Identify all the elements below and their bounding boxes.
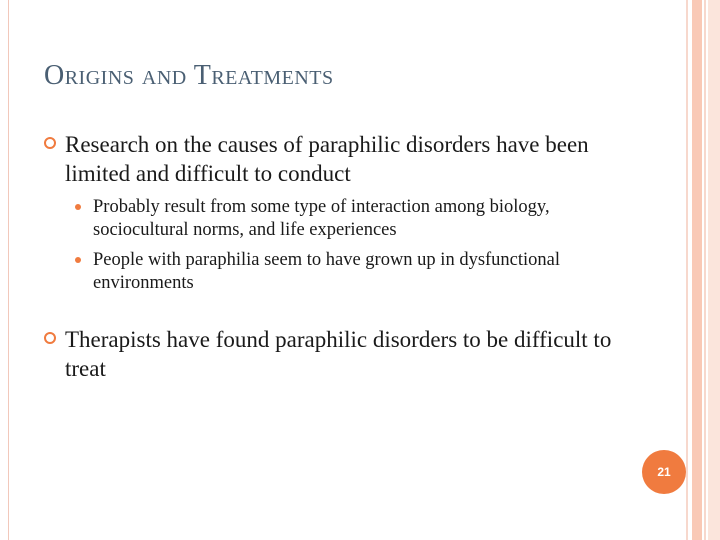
stripe [708,0,720,540]
sub-bullet-item [44,249,644,295]
ring-bullet-icon [44,332,56,344]
slide-content [44,130,644,391]
sub-bullet-text: Probably result from some type of interaction among biology, sociocultural norms, and life experiences [93,197,550,240]
bullet-item [44,130,644,188]
page-number-badge [642,450,686,494]
dot-bullet-icon [75,257,81,263]
left-border-line [8,0,9,540]
bullet-text: Research on the causes of paraphilic disorders have been limited and difficult to conduct [65,132,589,186]
stripe [686,0,688,540]
right-decorative-stripes [686,0,720,540]
bullet-item [44,325,644,383]
spacer [44,302,644,325]
stripe [704,0,706,540]
dot-bullet-icon [75,204,81,210]
sub-bullet-text: People with paraphilia seem to have grown up in dysfunctional environments [93,250,561,293]
ring-bullet-icon [44,137,56,149]
slide-title: Origins and Treatments [44,60,334,91]
page-number: 21 [657,465,671,479]
bullet-text: Therapists have found paraphilic disorders to be difficult to treat [65,327,612,381]
stripe [692,0,702,540]
sub-bullet-item [44,196,644,242]
